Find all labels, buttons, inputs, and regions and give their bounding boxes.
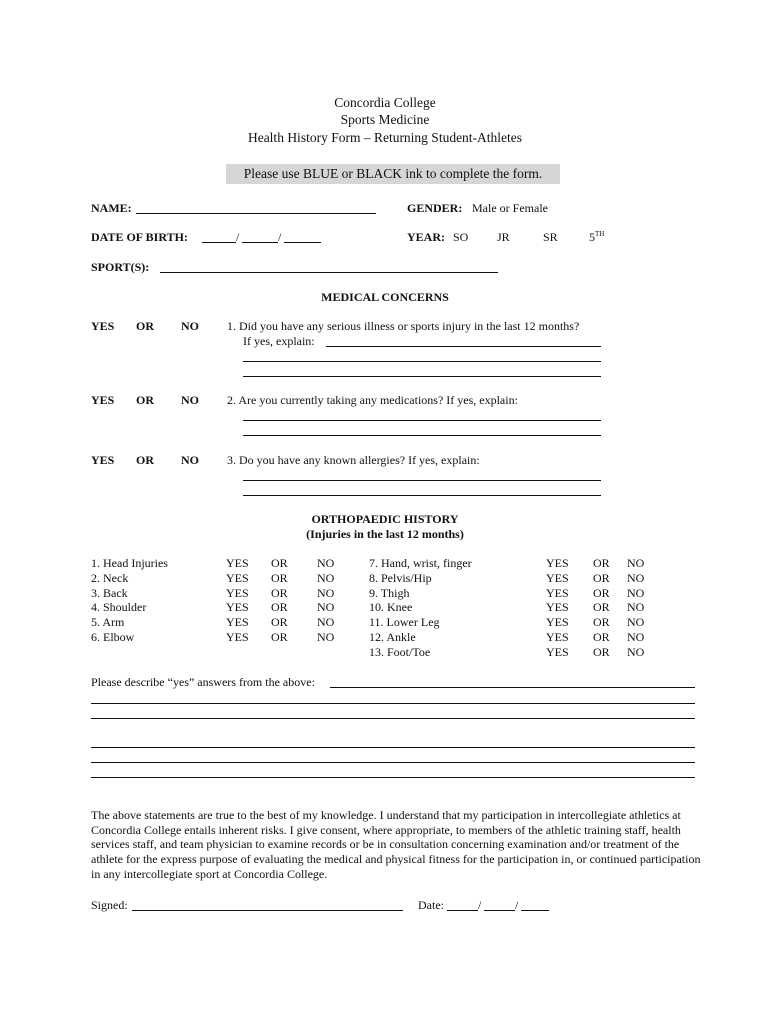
- dob-month-field[interactable]: [202, 242, 236, 243]
- ortho-yes-option[interactable]: YES: [226, 630, 249, 644]
- ortho-item-label: 4. Shoulder: [91, 600, 147, 615]
- q2-or: OR: [136, 393, 154, 407]
- describe-label: Please describe “yes” answers from the above:: [91, 675, 315, 689]
- orthopaedic-heading: ORTHOPAEDIC HISTORY: [311, 512, 459, 526]
- ortho-item-label: 6. Elbow: [91, 630, 135, 644]
- question-1-explain-label: If yes, explain:: [243, 334, 315, 348]
- ortho-or-text: OR: [593, 600, 610, 615]
- dob-year-field[interactable]: [284, 242, 321, 243]
- ortho-yes-option[interactable]: YES: [226, 570, 249, 585]
- year-option-so[interactable]: SO: [453, 230, 469, 244]
- ortho-no-option[interactable]: NO: [627, 585, 645, 600]
- consent-statement: The above statements are true to the best of my knowledge. I understand that my participation in intercollegiate athletics at Concordia College entails inherent risks. I give consent, where appropriate, to members of the athletic training staff, health services staff, and team physician to examine records or be in consultation concerning examination and/or treatment of the athlete for the express purpose of evaluating the medical and physical fitness for the participation in, or continued participation in any intercollegiate sport at Concordia College.: [91, 808, 701, 881]
- ortho-no-option[interactable]: NO: [317, 556, 335, 570]
- q1-explain-line[interactable]: [326, 346, 601, 347]
- ortho-no-option[interactable]: NO: [627, 630, 645, 644]
- dob-separator: /: [278, 230, 282, 244]
- question-3-text: 3. Do you have any known allergies? If yes, explain:: [227, 453, 480, 467]
- q2-yes[interactable]: YES: [91, 393, 115, 407]
- ink-instruction: Please use BLUE or BLACK ink to complete the form.: [226, 164, 560, 184]
- signed-label: Signed:: [91, 898, 128, 912]
- date-month-field[interactable]: [447, 910, 478, 911]
- sports-label: SPORT(S):: [91, 260, 150, 274]
- ortho-item-label: 7. Hand, wrist, finger: [369, 556, 472, 570]
- ortho-item-label: 10. Knee: [369, 600, 413, 615]
- ortho-or-text: OR: [593, 585, 610, 600]
- year-5-suffix: TH: [595, 230, 605, 238]
- signature-field[interactable]: [132, 910, 403, 911]
- question-2-text: 2. Are you currently taking any medications? If yes, explain:: [227, 393, 518, 407]
- ortho-item-label: 3. Back: [91, 585, 128, 600]
- department-name: Sports Medicine: [340, 112, 430, 127]
- ortho-no-option[interactable]: NO: [317, 600, 335, 615]
- ortho-no-option[interactable]: NO: [317, 630, 335, 644]
- ortho-item-label: 12. Ankle: [369, 630, 416, 644]
- ortho-no-option[interactable]: NO: [627, 570, 645, 585]
- q1-no[interactable]: NO: [181, 319, 199, 333]
- ortho-or-text: OR: [271, 570, 288, 585]
- describe-line[interactable]: [91, 762, 695, 763]
- ortho-item-label: 8. Pelvis/Hip: [369, 570, 432, 585]
- describe-line[interactable]: [91, 777, 695, 778]
- ortho-or-text: OR: [593, 644, 610, 659]
- q1-explain-line[interactable]: [243, 361, 601, 362]
- year-5-number: 5: [589, 230, 595, 244]
- ortho-or-text: OR: [271, 585, 288, 600]
- ortho-yes-option[interactable]: YES: [546, 600, 569, 615]
- q3-yes[interactable]: YES: [91, 453, 115, 467]
- describe-line[interactable]: [91, 703, 695, 704]
- medical-concerns-heading: MEDICAL CONCERNS: [321, 290, 449, 304]
- sports-field[interactable]: [160, 272, 498, 273]
- ortho-item-label: 9. Thigh: [369, 585, 410, 600]
- ortho-no-option[interactable]: NO: [627, 600, 645, 615]
- ortho-yes-option[interactable]: YES: [546, 644, 569, 659]
- ortho-or-text: OR: [271, 556, 288, 570]
- question-1-text: 1. Did you have any serious illness or sports injury in the last 12 months?: [227, 319, 580, 333]
- ortho-yes-option[interactable]: YES: [546, 570, 569, 585]
- ortho-no-option[interactable]: NO: [627, 644, 645, 659]
- q1-explain-line[interactable]: [243, 376, 601, 377]
- q3-explain-line[interactable]: [243, 495, 601, 496]
- ortho-no-option[interactable]: NO: [317, 570, 335, 585]
- date-day-field[interactable]: [484, 910, 515, 911]
- date-separator: /: [515, 898, 519, 912]
- year-option-jr[interactable]: JR: [497, 230, 510, 244]
- year-option-sr[interactable]: SR: [543, 230, 558, 244]
- ortho-no-option[interactable]: NO: [317, 615, 335, 630]
- ortho-yes-option[interactable]: YES: [226, 615, 249, 630]
- ortho-yes-option[interactable]: YES: [546, 585, 569, 600]
- q1-yes[interactable]: YES: [91, 319, 115, 333]
- q2-explain-line[interactable]: [243, 435, 601, 436]
- ortho-or-text: OR: [593, 556, 610, 570]
- q3-explain-line[interactable]: [243, 480, 601, 481]
- form-title: Health History Form – Returning Student-Athletes: [247, 130, 523, 145]
- name-label: NAME:: [91, 201, 132, 215]
- q2-explain-line[interactable]: [243, 420, 601, 421]
- ortho-item-label: 2. Neck: [91, 570, 129, 585]
- ortho-yes-option[interactable]: YES: [226, 600, 249, 615]
- ortho-yes-option[interactable]: YES: [546, 630, 569, 644]
- year-label: YEAR:: [407, 230, 445, 244]
- year-option-5th[interactable]: [589, 230, 604, 245]
- ortho-no-option[interactable]: NO: [627, 615, 645, 630]
- ortho-yes-option[interactable]: YES: [546, 615, 569, 630]
- q3-or: OR: [136, 453, 154, 467]
- ortho-or-text: OR: [593, 615, 610, 630]
- describe-line[interactable]: [330, 687, 695, 688]
- date-separator: /: [478, 898, 482, 912]
- ortho-no-option[interactable]: NO: [627, 556, 645, 570]
- orthopaedic-subheading: (Injuries in the last 12 months): [306, 527, 464, 541]
- ortho-no-option[interactable]: NO: [317, 585, 335, 600]
- name-field[interactable]: [136, 213, 376, 214]
- ortho-or-text: OR: [271, 600, 288, 615]
- gender-options[interactable]: Male or Female: [472, 201, 548, 215]
- ortho-yes-option[interactable]: YES: [226, 556, 249, 570]
- ortho-yes-option[interactable]: YES: [226, 585, 249, 600]
- dob-separator: /: [236, 230, 240, 244]
- dob-day-field[interactable]: [242, 242, 278, 243]
- q2-no[interactable]: NO: [181, 393, 199, 407]
- ortho-yes-option[interactable]: YES: [546, 556, 569, 570]
- ortho-item-label: 11. Lower Leg: [369, 615, 440, 630]
- q1-or: OR: [136, 319, 154, 333]
- ortho-or-text: OR: [593, 570, 610, 585]
- ortho-item-label: 5. Arm: [91, 615, 125, 630]
- ortho-item-label: 13. Foot/Toe: [369, 644, 431, 659]
- describe-line[interactable]: [91, 718, 695, 719]
- describe-line[interactable]: [91, 747, 695, 748]
- gender-label: GENDER:: [407, 201, 463, 215]
- ortho-or-text: OR: [593, 630, 610, 644]
- dob-label: DATE OF BIRTH:: [91, 230, 188, 244]
- date-year-field[interactable]: [521, 910, 549, 911]
- date-label: Date:: [418, 898, 444, 912]
- ortho-or-text: OR: [271, 615, 288, 630]
- ortho-item-label: 1. Head Injuries: [91, 556, 168, 570]
- ortho-or-text: OR: [271, 630, 288, 644]
- q3-no[interactable]: NO: [181, 453, 199, 467]
- college-name: Concordia College: [334, 95, 436, 110]
